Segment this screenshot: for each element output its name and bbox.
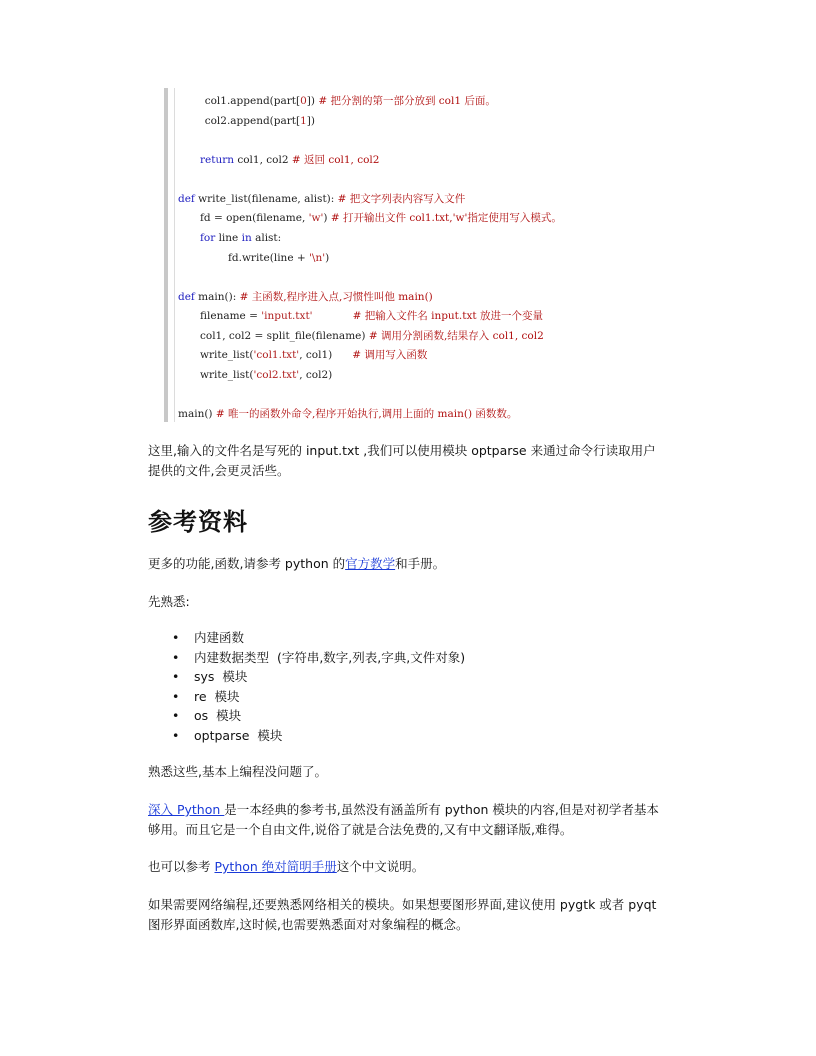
list-item: • optparse 模块 bbox=[172, 726, 612, 746]
module-list bbox=[172, 628, 612, 745]
code-line-8: def main(): # 主函数,程序进入点,习惯性叫他 main() bbox=[178, 291, 433, 303]
heading-references: 参考资料 bbox=[148, 508, 248, 536]
list-item: • 内建数据类型 (字符串,数字,列表,字典,文件对象) bbox=[172, 648, 612, 668]
paragraph-also-reference: 也可以参考 Python 绝对简明手册这个中文说明。 bbox=[148, 859, 425, 874]
bullet-icon: • bbox=[172, 630, 180, 645]
bullet-icon: • bbox=[172, 708, 180, 723]
bullet-icon: • bbox=[172, 649, 180, 665]
code-line-13: main() # 唯一的函数外命令,程序开始执行,调用上面的 main() 函数数。 bbox=[178, 408, 518, 420]
paragraph-network-gui: 如果需要网络编程,还要熟悉网络相关的模块。如果想要图形界面,建议使用 pygtk 或者 pyqt 图形界面函数库,这时候,也需要熟悉面对对象编程的概念。 bbox=[148, 897, 657, 932]
code-line-6: for line in alist: bbox=[200, 232, 282, 244]
code-line-3: return col1, col2 # 返回 col1, col2 bbox=[200, 154, 380, 166]
paragraph-input-file: 这里,输入的文件名是写死的 input.txt ,我们可以使用模块 optparse 来通过命令行读取用户提供的文件,会更灵活些。 bbox=[148, 443, 656, 478]
bullet-icon: • bbox=[172, 669, 180, 684]
list-item: • re 模块 bbox=[172, 687, 612, 707]
paragraph-dive-into-python: 深入 Python 是一本经典的参考书,虽然没有涵盖所有 python 模块的内容,但是对初学者基本够用。而且它是一个自由文件,说俗了就是合法免费的,又有中文翻译版,难得。 bbox=[148, 802, 659, 837]
code-line-1: col1.append(part[0]) # 把分割的第一部分放到 col1 后面。 bbox=[178, 95, 496, 107]
paragraph-familiar-enough: 熟悉这些,基本上编程没问题了。 bbox=[148, 764, 327, 779]
code-block-rule bbox=[174, 88, 175, 422]
code-line-7: fd.write(line + '\n') bbox=[228, 252, 330, 264]
paragraph-more-functions: 更多的功能,函数,请参考 python 的官方教学和手册。 bbox=[148, 556, 446, 571]
dive-into-python-link[interactable]: 深入 Python bbox=[148, 802, 225, 817]
list-item: • sys 模块 bbox=[172, 667, 612, 687]
code-line-9: filename = 'input.txt' # 把输入文件名 input.txt 放进一个变量 bbox=[200, 310, 543, 322]
paragraph-familiarize-first: 先熟悉: bbox=[148, 594, 190, 609]
bullet-icon: • bbox=[172, 727, 180, 743]
code-line-11: write_list('col1.txt', col1) # 调用写入函数 bbox=[200, 349, 428, 361]
code-line-10: col1, col2 = split_file(filename) # 调用分割函数,结果存入 col1, col2 bbox=[200, 330, 544, 342]
code-line-12: write_list('col2.txt', col2) bbox=[200, 369, 333, 381]
bullet-icon: • bbox=[172, 688, 180, 704]
code-line-4: def write_list(filename, alist): # 把文字列表内容写入文件 bbox=[178, 193, 466, 205]
list-item: • 内建函数 bbox=[172, 628, 612, 648]
code-line-2: col2.append(part[1]) bbox=[178, 115, 315, 127]
official-tutorial-link[interactable]: 官方教学 bbox=[345, 556, 396, 571]
list-item: • os 模块 bbox=[172, 706, 612, 726]
code-line-5: fd = open(filename, 'w') # 打开输出文件 col1.txt,'w'指定使用写入模式。 bbox=[200, 212, 562, 224]
python-handbook-link[interactable]: Python 绝对简明手册 bbox=[214, 859, 337, 874]
